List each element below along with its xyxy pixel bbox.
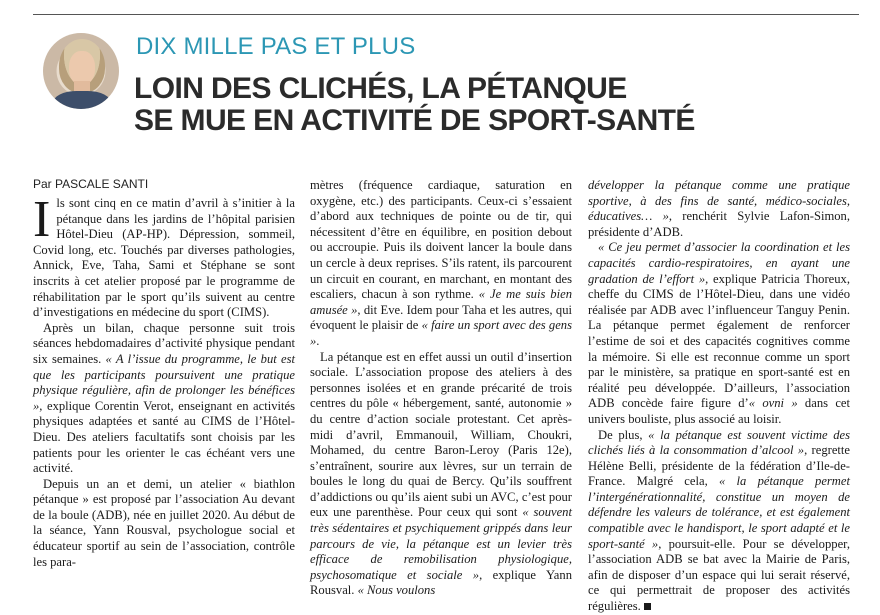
paragraph-text: La pétanque est en effet aussi un outil d’insertion sociale. L’association propose des ateliers à des personnes isolées et en grande précarité de trois centres du pôle « hébergement, santé, autonomie » du centre d’action sociale protestant. Cet après-midi d’avril, Emmanouil, William, Choukri, Mohamed, du centre Baron-Leroy (Paris 12e), s’entraînent, sourire aux lèvres, sur un terrain de boules le long du quai de Bercy. Qu’ils souffrent d’addictions ou qu’ils aient subi un AVC, c’est pour eux une parenthèse. Pour ceux qui sont — [310, 349, 572, 520]
paragraph — [588, 428, 850, 615]
paragraph-text: , dit Eve. Idem pour Taha et les autres, qui évoquent le plaisir de — [310, 302, 572, 333]
quote: « ovni » — [748, 396, 798, 411]
author-photo — [43, 33, 119, 109]
top-rule — [33, 14, 859, 15]
paragraph-text: mètres (fréquence cardiaque, saturation en oxygène, etc.) des participants. Ceux-ci s’essaient d’abord aux techniques de pointe ou de tir, qui nécessitent d’être en équilibre, en position debout ou accroupie. Puis ils doivent lancer la boule dans un cercle à deux reprises. S’ils ratent, ils parcourent un circuit en courant, en marchant, en montant des escaliers, chacun à son rythme. — [310, 178, 572, 302]
drop-cap: I — [33, 191, 51, 248]
paragraph-text: . — [316, 333, 320, 348]
headline-line-2: SE MUE EN ACTIVITÉ DE SPORT-SANTÉ — [134, 104, 695, 137]
paragraph — [588, 240, 850, 427]
article-column-3 — [588, 178, 850, 615]
paragraph-text: , regrette Hélène Belli, présidente de la fédération d’Ile-de-France. Malgré cela, — [588, 443, 850, 489]
quote: « la pétanque est souvent victime des clichés liés à la consommation d’alcool » — [588, 427, 850, 458]
paragraph-text: , explique Patricia Thoreux, cheffe du CIMS de l’Hôtel-Dieu, dans une vidéo réalisée par ADB avec l’influenceur Tanguy Penin. La pétanque permet également de renforcer l’estime de soi et des capacités cognitives comme la mémoire. Si elle est reconnue comme un sport par le ministère, sa pratique en sport-santé est en réalité peu développée. D’ailleurs, l’association ADB concède faire figure d’ — [588, 271, 850, 411]
quote: « Nous voulons — [357, 583, 436, 598]
paragraph — [33, 191, 295, 321]
paragraph — [588, 178, 850, 240]
paragraph-text: Après un bilan, chaque personne suit trois séances hebdomadaires d’activité physique pendant six semaines. — [33, 320, 295, 366]
paragraph-text: , renchérit Sylvie Lafon-Simon, présidente d’ADB. — [588, 209, 850, 239]
headline-line-1: LOIN DES CLICHÉS, LA PÉTANQUE — [134, 72, 627, 105]
paragraph-text: De plus, — [598, 427, 649, 442]
byline: Par PASCALE SANTI — [33, 177, 149, 191]
quote: « la pétanque permet l’intergénérationnalité, constitue un moyen de défendre les valeurs de tolérance, et est également compatible avec le handisport, le sport adapté et le sport-santé » — [588, 474, 850, 551]
quote: « Ce jeu permet d’associer la coordination et les capacités cardio-respiratoires, en ayant une gradation de l’effort » — [588, 240, 850, 286]
article-column-1 — [33, 191, 295, 570]
quote: « souvent très sédentaires et psychiquement grippés dans leur parcours de vie, la pétanque est un levier très efficace de remobilisation physiologique, psychosomatique et sociale » — [310, 505, 572, 582]
paragraph-text: ls sont cinq en ce matin d’avril à s’initier à la pétanque dans les jardins de l’hôpital parisien Hôtel-Dieu (AP-HP). Dépression, sommeil, Covid long, etc. Touchés par diverses pathologies, Annick, Eve, Taha, Sami et Stéphane se sont inscrits à cet atelier proposé par le programme de réhabilitation par le sport qu’ils suivent au centre d’investigations en médecine du sport (CIMS). — [33, 196, 295, 320]
article-column-2 — [310, 178, 572, 599]
paragraph-text: dans cet univers bouliste, plus associé au loisir. — [588, 396, 851, 426]
quote: « faire un sport avec des gens » — [310, 318, 573, 348]
paragraph-text: Depuis un an et demi, un atelier « biathlon pétanque » est proposé par l’association Au devant de la boule (ADB), née en juillet 2020. Au début de la séance, Yann Rousval, psychologue social et éducateur sportif au sein de l’association, contrôle les para- — [33, 476, 295, 569]
paragraph-text: , explique Corentin Verot, enseignant en activités physiques adaptées et santé au CIMS de l’Hôtel-Dieu. Des ateliers facultatifs sont choisis par les patients pour les orienter le cas échéant vers une activité. — [33, 398, 295, 476]
paragraph — [310, 178, 572, 350]
end-of-article-square-icon — [644, 603, 651, 610]
paragraph — [33, 477, 295, 571]
quote: « Je me suis bien amusée » — [310, 287, 572, 317]
paragraph-text: , explique Yann Rousval. — [310, 567, 572, 598]
section-kicker: DIX MILLE PAS ET PLUS — [136, 33, 416, 60]
headline — [134, 73, 695, 137]
quote: développer la pétanque comme une pratique sportive, à des fins de santé, médico-sociales, éducatives… » — [588, 178, 850, 224]
paragraph-text: , poursuit-elle. Pour se développer, l’association ADB se bat avec la Mairie de Paris, afin de disposer d’un espace qui lui serait réservé, ce qui permettrait de proposer des activités régulières. — [588, 536, 850, 614]
quote: « A l’issue du programme, le but est que les participants poursuivent une pratique physique régulière, afin de prolonger les bénéfices » — [33, 351, 295, 413]
paragraph — [33, 321, 295, 477]
paragraph — [310, 350, 572, 600]
